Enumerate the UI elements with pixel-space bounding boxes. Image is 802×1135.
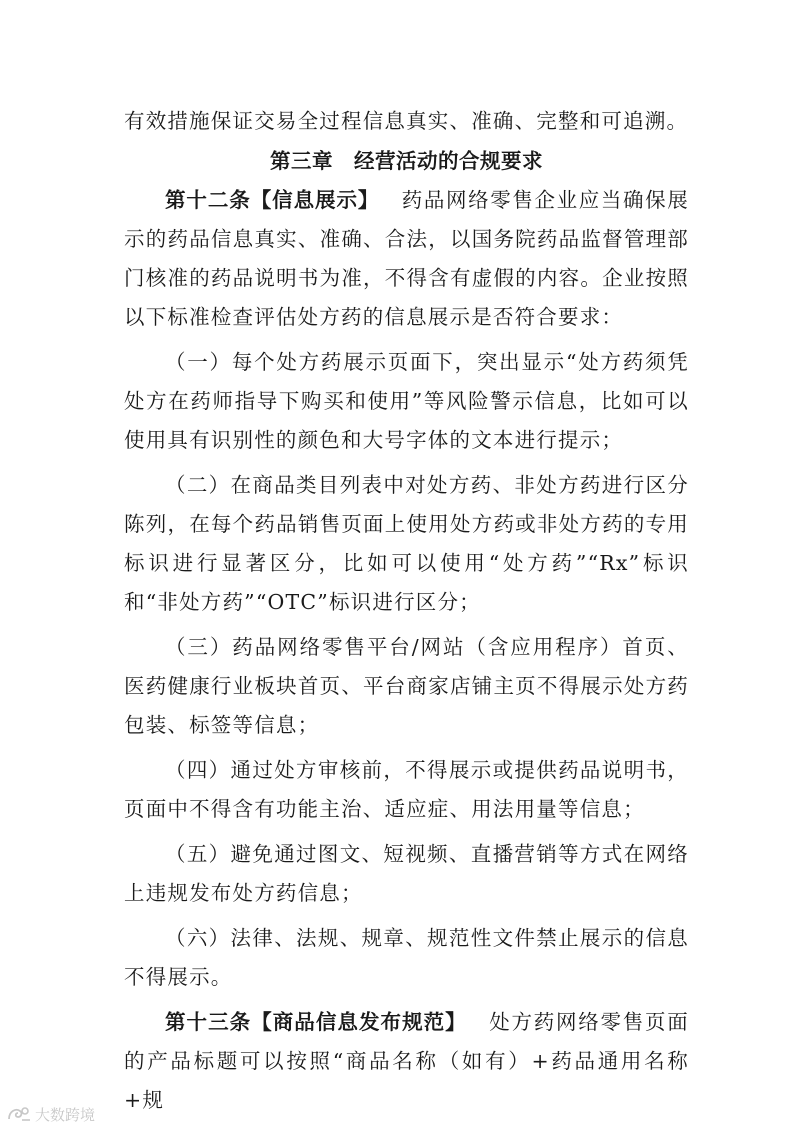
article-13-title: 第十三条【商品信息发布规范】 (165, 1010, 467, 1034)
continued-paragraph: 有效措施保证交易全过程信息真实、准确、完整和可追溯。 (124, 109, 689, 133)
article-12-item-4: （四）通过处方审核前，不得展示或提供药品说明书，页面中不得含有功能主治、适应症、用法用量等信息； (124, 758, 689, 821)
chapter-title: 第三章 经营活动的合规要求 (270, 149, 543, 173)
article-12-item-5: （五）避免通过图文、短视频、直播营销等方式在网络上违规发布处方药信息； (124, 842, 689, 905)
watermark (6, 1104, 95, 1125)
logo-icon (6, 1105, 32, 1125)
article-12-paragraph (124, 181, 689, 337)
article-12-body: 药品网络零售企业应当确保展示的药品信息真实、准确、合法，以国务院药品监督管理部门核准的药品说明书为准，不得含有虚假的内容。企业按照以下标准检查评估处方药的信息展示是否符合要求： (124, 188, 690, 329)
document-page (124, 102, 689, 1120)
article-12-item-6: （六）法律、法规、规章、规范性文件禁止展示的信息不得展示。 (124, 926, 689, 989)
watermark-text: 大数跨境 (35, 1106, 96, 1124)
article-12-item-1: （一）每个处方药展示页面下，突出显示“处方药须凭处方在药师指导下购买和使用”等风险警示信息，比如可以使用具有识别性的颜色和大号字体的文本进行提示； (124, 350, 689, 452)
article-13-body: 处方药网络零售页面的产品标题可以按照“商品名称（如有）+药品通用名称+规 (124, 1010, 689, 1112)
article-12-title: 第十二条【信息展示】 (165, 188, 380, 212)
article-13-paragraph (124, 1003, 689, 1120)
article-12-item-3: （三）药品网络零售平台/网站（含应用程序）首页、医药健康行业板块首页、平台商家店铺主页不得展示处方药包装、标签等信息； (124, 635, 689, 737)
article-12-item-2: （二）在商品类目列表中对处方药、非处方药进行区分陈列，在每个药品销售页面上使用处方药或非处方药的专用标识进行显著区分，比如可以使用“处方药”“Rx”标识和“非处方药”“OTC”标识进行区分； (124, 473, 689, 614)
